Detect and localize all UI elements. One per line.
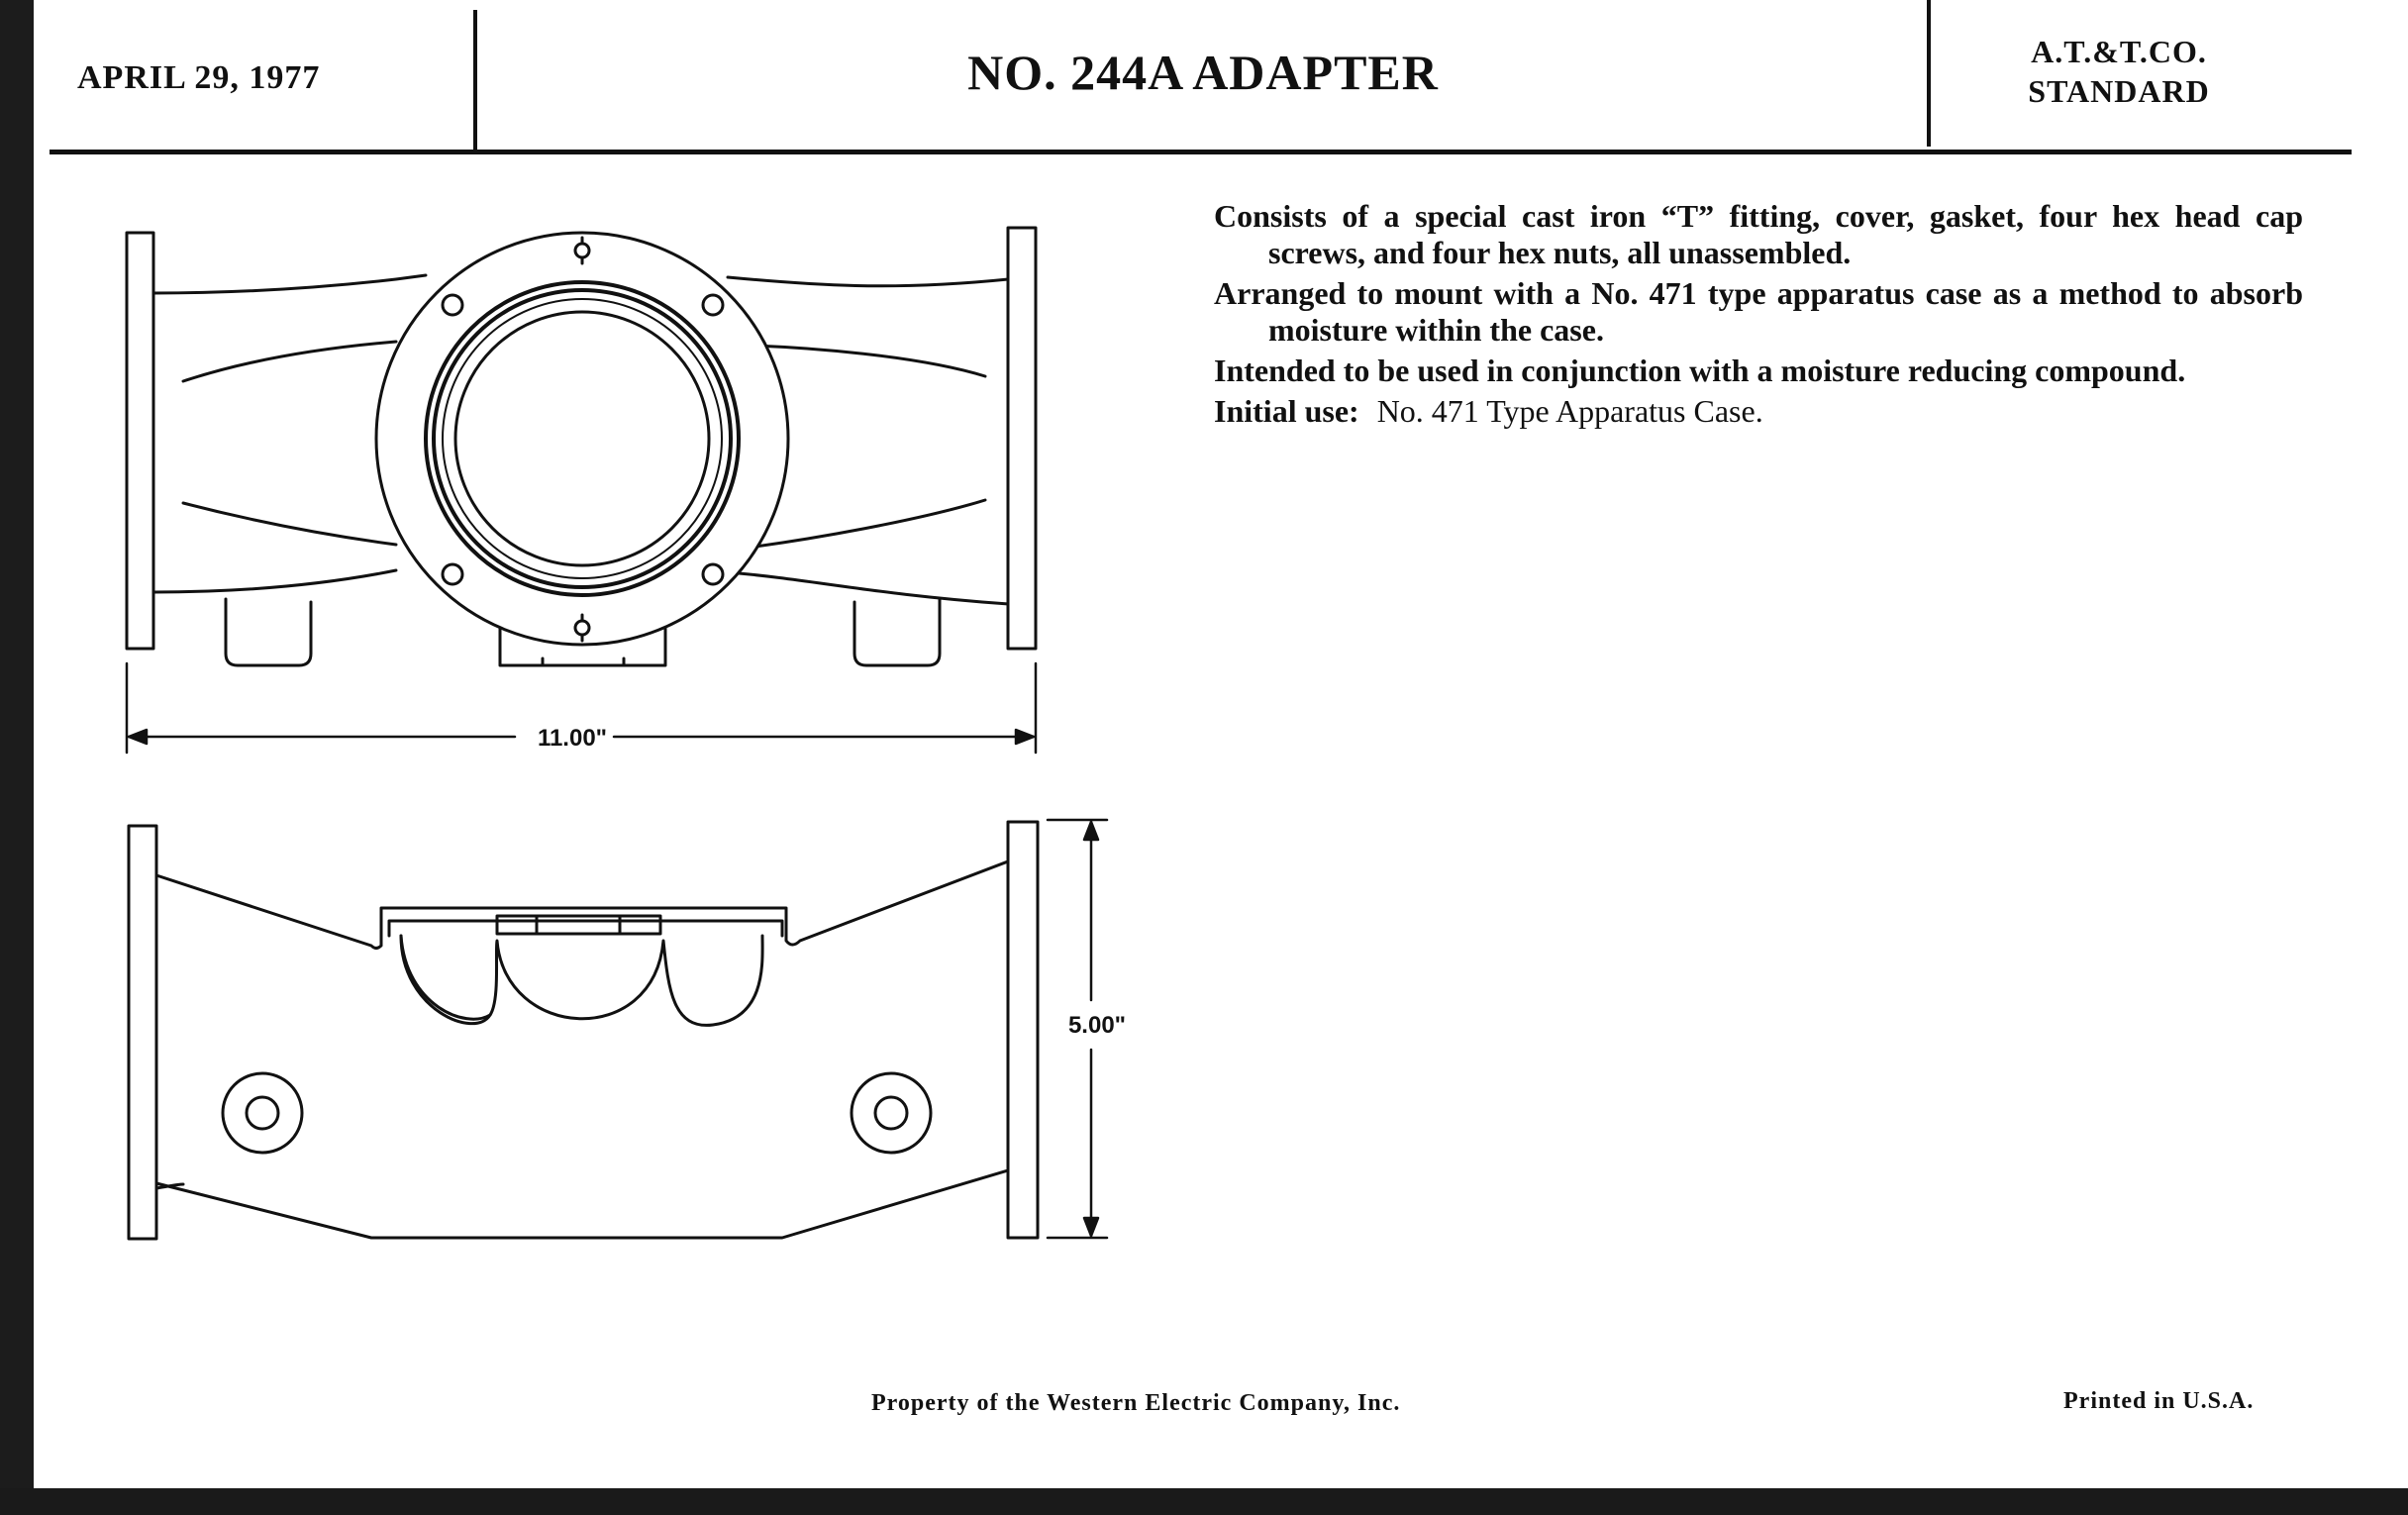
width-dimension-label: 11.00" — [537, 725, 608, 752]
footer-printed: Printed in U.S.A. — [2063, 1388, 2255, 1414]
top-view-left-foot — [226, 599, 311, 665]
description-paragraph: Intended to be used in conjunction with a moisture reducing compound. — [1214, 353, 2186, 388]
standard-line-1: A.T.&T.CO. — [2031, 34, 2207, 69]
footer-property: Property of the Western Electric Company, Inc. — [871, 1390, 1401, 1416]
side-view-right-flange — [1008, 822, 1038, 1238]
page-title: NO. 244A ADAPTER — [967, 45, 1439, 100]
side-view-left-port — [223, 1073, 302, 1153]
top-view-body-outline — [153, 275, 426, 293]
top-view-drawing — [127, 228, 1036, 665]
height-dimension-label: 5.00" — [1067, 1012, 1127, 1039]
issue-date: APRIL 29, 1977 — [77, 59, 321, 96]
side-view-lobes — [401, 936, 762, 1025]
initial-use-value: No. 471 Type Apparatus Case. — [1376, 393, 1763, 429]
standard-line-2: STANDARD — [2028, 73, 2210, 109]
initial-use-label: Initial use: — [1214, 393, 1359, 429]
top-view-cover-flange — [376, 233, 788, 645]
side-view-drawing — [129, 822, 1038, 1239]
top-view-left-flange — [127, 233, 153, 649]
side-view-right-port — [852, 1073, 931, 1153]
description-paragraph: Consists of a special cast iron “T” fitting, cover, gasket, four hex head cap screws, and four hex nuts, all unassembled. — [1214, 198, 2303, 270]
top-view-right-foot — [854, 599, 940, 665]
description-paragraph: Arranged to mount with a No. 471 type apparatus case as a method to absorb moisture within the case. — [1214, 275, 2303, 348]
top-view-right-flange — [1008, 228, 1036, 649]
side-view-left-flange — [129, 826, 156, 1239]
side-view-lower-outline — [156, 1170, 1008, 1238]
